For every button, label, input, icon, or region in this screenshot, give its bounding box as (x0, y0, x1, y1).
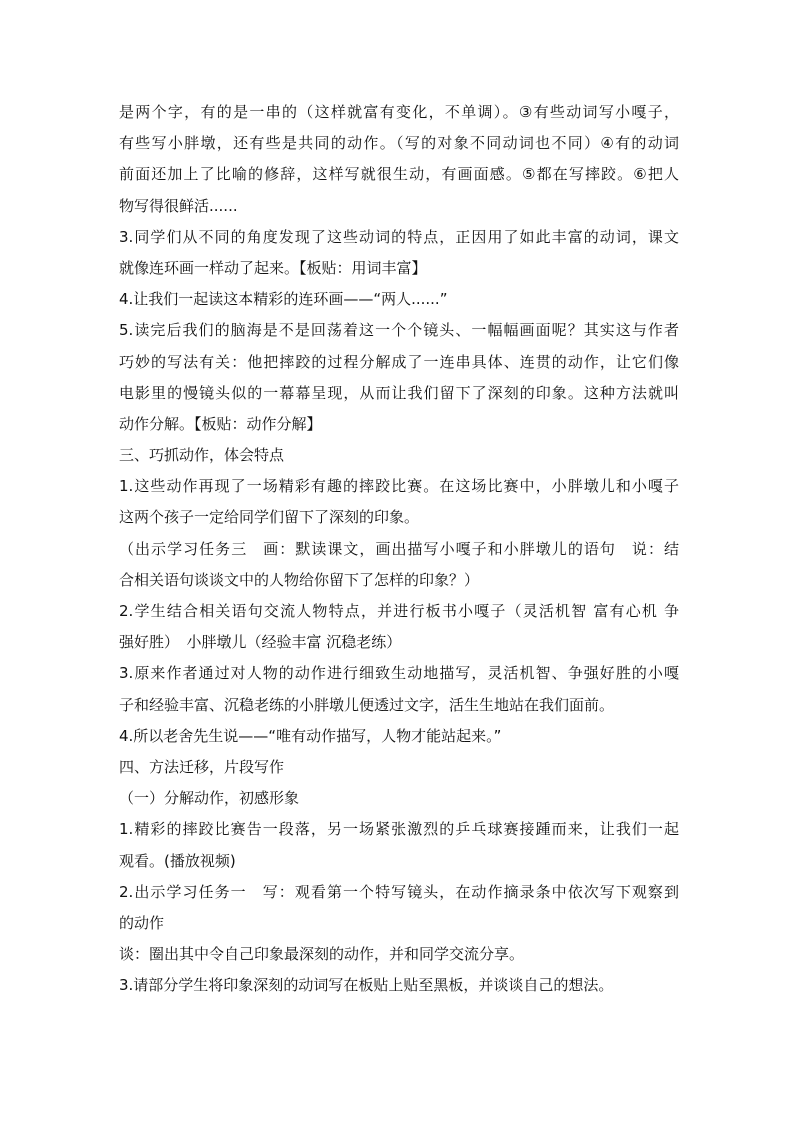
text-line-24: 1.精彩的摔跤比赛告一段落，另一场紧张激烈的乒乓球赛接踵而来，让我们一起 (119, 820, 679, 839)
subsection-heading-1: （一）分解动作，初感形象 (119, 789, 300, 808)
text-line-04: 物写得很鲜活...... (119, 196, 238, 215)
text-line-27: 的动作 (119, 913, 165, 932)
text-line-02: 有些写小胖墩，还有些是共同的动作。（写的对象不同动词也不同）④有的动词 (119, 134, 679, 153)
section-heading-3: 三、巧抓动作，体会特点 (119, 446, 285, 465)
text-line-29: 3.请部分学生将印象深刻的动词写在板贴上贴至黑板，并谈谈自己的想法。 (119, 976, 614, 995)
text-line-11: 动作分解。【板贴：动作分解】 (119, 414, 322, 433)
text-line-07: 4.让我们一起读这本精彩的连环画——“两人......” (119, 290, 448, 309)
text-line-19: 3.原来作者通过对人物的动作进行细致生动地描写，灵活机智、争强好胜的小嘎 (119, 664, 679, 683)
lesson-plan-text (119, 97, 679, 1001)
text-line-26: 2.出示学习任务一 写：观看第一个特写镜头，在动作摘录条中依次写下观察到 (119, 882, 679, 901)
text-line-13: 1.这些动作再现了一场精彩有趣的摔跤比赛。在这场比赛中，小胖墩儿和小嘎子 (119, 477, 679, 496)
text-line-17: 2.学生结合相关语句交流人物特点，并进行板书小嘎子（灵活机智 富有心机 争 (119, 602, 679, 620)
text-line-01: 是两个字，有的是一串的（这样就富有变化，不单调）。③有些动词写小嘎子， (119, 103, 679, 121)
text-line-25: 观看。(播放视频) (119, 851, 236, 870)
text-line-05: 3.同学们从不同的角度发现了这些动词的特点，正因用了如此丰富的动词，课文 (119, 227, 679, 246)
text-line-14: 这两个孩子一定给同学们留下了深刻的印象。 (119, 508, 420, 527)
text-line-21: 4.所以老舍先生说——“唯有动作描写，人物才能站起来。” (119, 726, 502, 745)
text-line-28: 谈：圈出其中令自己印象最深刻的动作，并和同学交流分享。 (119, 945, 525, 964)
text-line-18: 强好胜） 小胖墩儿（经验丰富 沉稳老练） (119, 633, 402, 652)
text-line-15: （出示学习任务三 画：默读课文，画出描写小嘎子和小胖墩儿的语句 说：结 (119, 539, 679, 558)
text-line-06: 就像连环画一样动了起来。【板贴：用词丰富】 (119, 258, 427, 277)
section-heading-4: 四、方法迁移，片段写作 (119, 757, 285, 776)
text-line-16: 合相关语句谈谈文中的人物给你留下了怎样的印象？） (119, 570, 480, 589)
text-line-10: 电影里的慢镜头似的一幕幕呈现，从而让我们留下了深刻的印象。这种方法就叫 (119, 383, 679, 402)
text-line-09: 巧妙的写法有关：他把摔跤的过程分解成了一连串具体、连贯的动作，让它们像 (119, 352, 679, 371)
text-line-20: 子和经验丰富、沉稳老练的小胖墩儿便透过文字，活生生地站在我们面前。 (119, 695, 615, 714)
text-line-08: 5.读完后我们的脑海是不是回荡着这一个个镜头、一幅幅画面呢？其实这与作者 (119, 321, 679, 340)
text-line-03: 前面还加上了比喻的修辞，这样写就很生动，有画面感。⑤都在写摔跤。⑥把人 (119, 165, 679, 184)
